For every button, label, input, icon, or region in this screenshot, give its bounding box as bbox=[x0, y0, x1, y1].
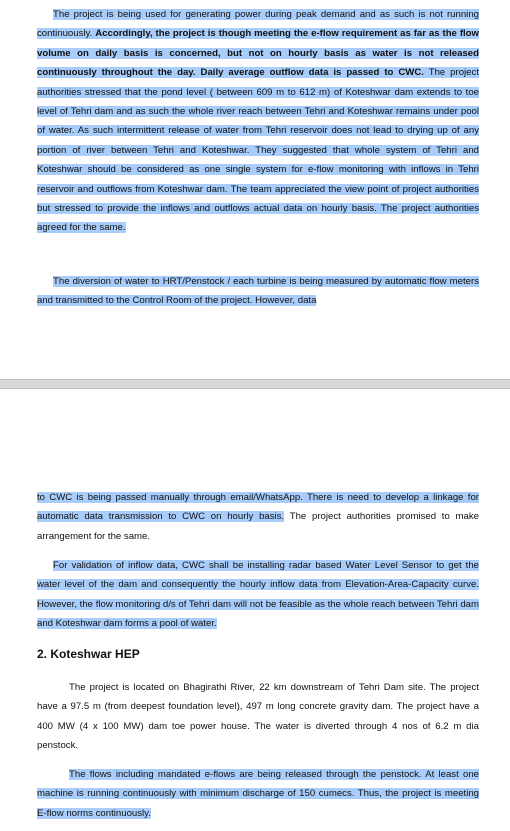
koteshwar-location-text: The project is located on Bhagirathi River, 22 km downstream of Tehri Dam site. The project have a 97.5 m (from deepest foundation level), 497 m long concrete gravity dam. The project have a 400 MW (4 x 100 MW) dam toe power house. The water is diverted through 4 nos of 6.2 m dia penstock. bbox=[37, 682, 479, 752]
document-page-2 bbox=[0, 389, 510, 831]
paragraph-koteshwar-location bbox=[37, 678, 479, 756]
validation-text: For validation of inflow data, CWC shall be installing radar based Water Level Sensor to get the water level of the dam and consequently the hourly inflow data from Elevation-Area-Capacity curve. However, the flow monitoring d/s of Tehri dam will not be feasible as the whole reach between Tehri dam and Koteshwar dam forms a pool of water. bbox=[37, 560, 479, 630]
promise-text: The project authorities promised to make arrangement for the same. bbox=[37, 511, 479, 542]
data-transmission-text: to CWC is being passed manually through email/WhatsApp. There is need to develop a linkage for automatic data transmission to CWC on hourly basis. bbox=[37, 492, 479, 523]
page-separator bbox=[0, 379, 510, 389]
section-heading-koteshwar: 2. Koteshwar HEP bbox=[37, 647, 140, 661]
pond-level-text: The project authorities stressed that the pond level ( between 609 m to 612 m) of Koteshwar dam extends to toe level of Tehri dam and as such the whole river reach between Tehri and Koteshwar remains under pool of water. As such intermittent release of water from Tehri reservoir does not lead to drying up of any portion of river between Tehri and Koteshwar. They suggested that whole system of Tehri and Koteshwar should be considered as one single system for e-flow monitoring with inflows in Tehri reservoir and outflows from Koteshwar dam. The team appreciated the view point of project authorities but stressed to provide the inflows and outflows actual data on hourly basis. The project authorities agreed for the same. bbox=[37, 67, 479, 234]
paragraph-eflow-release bbox=[37, 765, 479, 823]
diversion-text: The diversion of water to HRT/Penstock / each turbine is being measured by automatic flow meters and transmitted to the Control Room of the project. However, data bbox=[37, 276, 479, 307]
document-page-1 bbox=[0, 0, 510, 379]
paragraph-data-transmission bbox=[37, 488, 479, 546]
eflow-requirement-bold-text: Accordingly, the project is though meeting the e-flow requirement as far as the flow volume on daily basis is concerned, but not on hourly basis as water is not released continuously throughout the day. Daily average outflow data is passed to CWC. bbox=[37, 28, 479, 79]
paragraph-peak-demand bbox=[37, 5, 479, 238]
eflow-release-text: The flows including mandated e-flows are being released through the penstock. At least one machine is running continuously with minimum discharge of 150 cumecs. Thus, the project is meeting E-flow norms continuously. bbox=[37, 769, 479, 819]
peak-demand-sentence: The project is being used for generating power during peak demand and as such is not running continuously. bbox=[37, 9, 479, 40]
paragraph-validation bbox=[37, 556, 479, 634]
paragraph-diversion bbox=[37, 272, 479, 311]
